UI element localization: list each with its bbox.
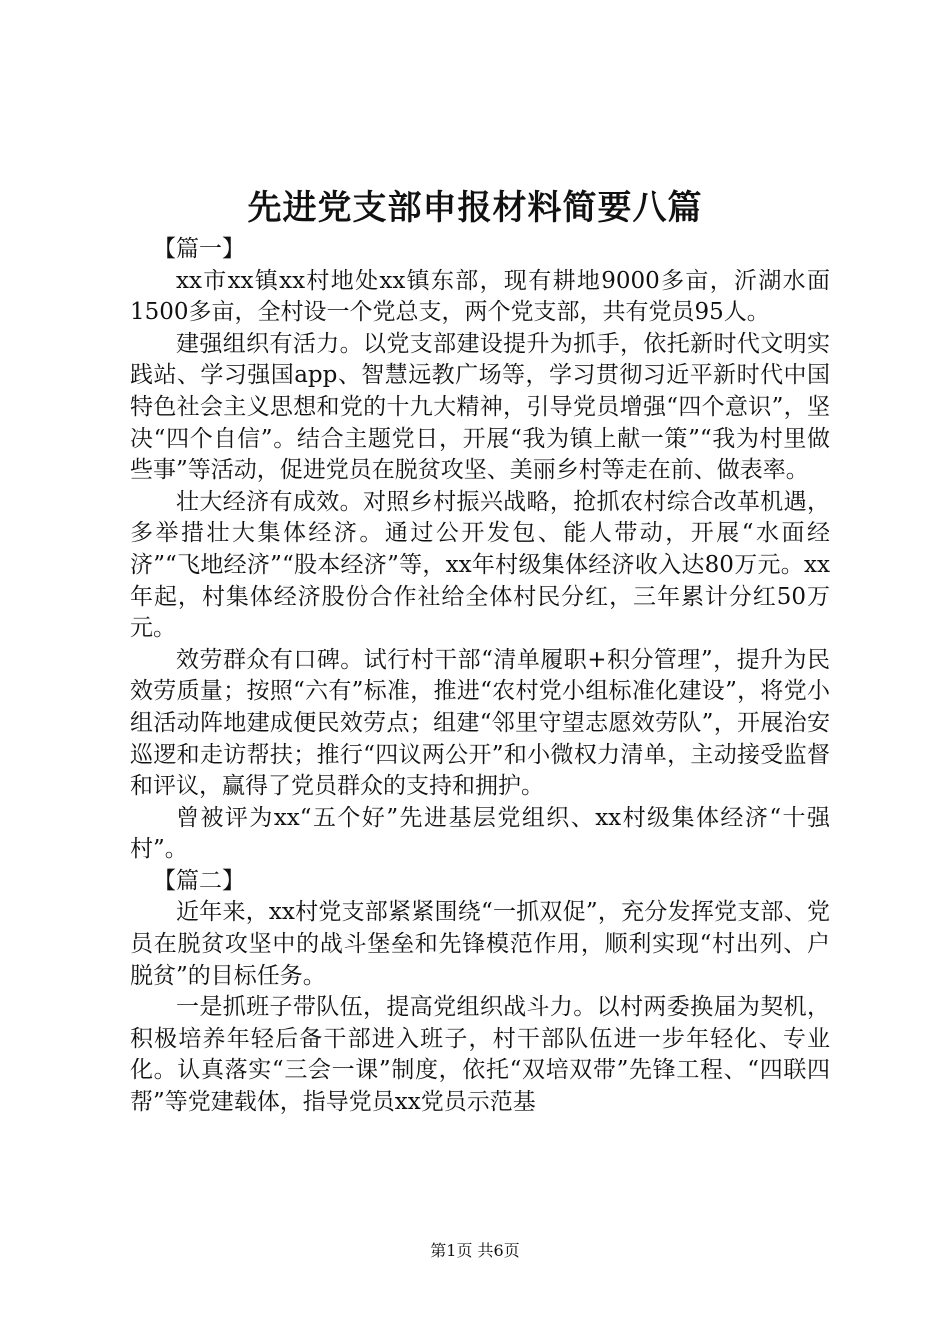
paragraph: 建强组织有活力。以党支部建设提升为抓手，依托新时代文明实践站、学习强国app、智慧远教广场等，学习贯彻习近平新时代中国特色社会主义思想和党的十九大精神，引导党员增强“四个意识”，坚决“四个自信”。结合主题党日，开展“我为镇上献一策”“我为村里做些事”等活动，促进党员在脱贫攻坚、美丽乡村等走在前、做表率。 xyxy=(130,330,830,484)
document-title: 先进党支部申报材料简要八篇 xyxy=(247,188,703,228)
paragraph: xx市xx镇xx村地处xx镇东部，现有耕地9000多亩，沂湖水面1500多亩，全村设一个党总支，两个党支部，共有党员95人。 xyxy=(130,267,830,326)
document-body xyxy=(130,234,830,1119)
paragraph: 壮大经济有成效。对照乡村振兴战略，抢抓农村综合改革机遇，多举措壮大集体经济。通过公开发包、能人带动，开展“水面经济”“飞地经济”“股本经济”等，xx年村级集体经济收入达80万元。xx年起，村集体经济股份合作社给全体村民分红，三年累计分红50万元。 xyxy=(130,488,830,642)
paragraph: 曾被评为xx“五个好”先进基层党组织、xx村级集体经济“十强村”。 xyxy=(130,804,830,863)
section-heading-1: 【篇一】 xyxy=(153,236,245,262)
paragraph: 一是抓班子带队伍，提高党组织战斗力。以村两委换届为契机，积极培养年轻后备干部进入班子，村干部队伍进一步年轻化、专业化。认真落实“三会一课”制度，依托“双培双带”先锋工程、“四联四帮”等党建载体，指导党员xx党员示范基 xyxy=(130,994,830,1116)
paragraph: 效劳群众有口碑。试行村干部“清单履职+积分管理”，提升为民效劳质量；按照“六有”标准，推进“农村党小组标准化建设”，将党小组活动阵地建成便民效劳点；组建“邻里守望志愿效劳队”，开展治安巡逻和走访帮扶；推行“四议两公开”和小微权力清单，主动接受监督和评议，赢得了党员群众的支持和拥护。 xyxy=(130,646,830,800)
paragraph: 近年来，xx村党支部紧紧围绕“一抓双促”，充分发挥党支部、党员在脱贫攻坚中的战斗堡垒和先锋模范作用，顺利实现“村出列、户脱贫”的目标任务。 xyxy=(130,899,830,989)
page-footer: 第1页 共6页 xyxy=(430,1241,520,1260)
section-heading-2: 【篇二】 xyxy=(153,867,245,894)
